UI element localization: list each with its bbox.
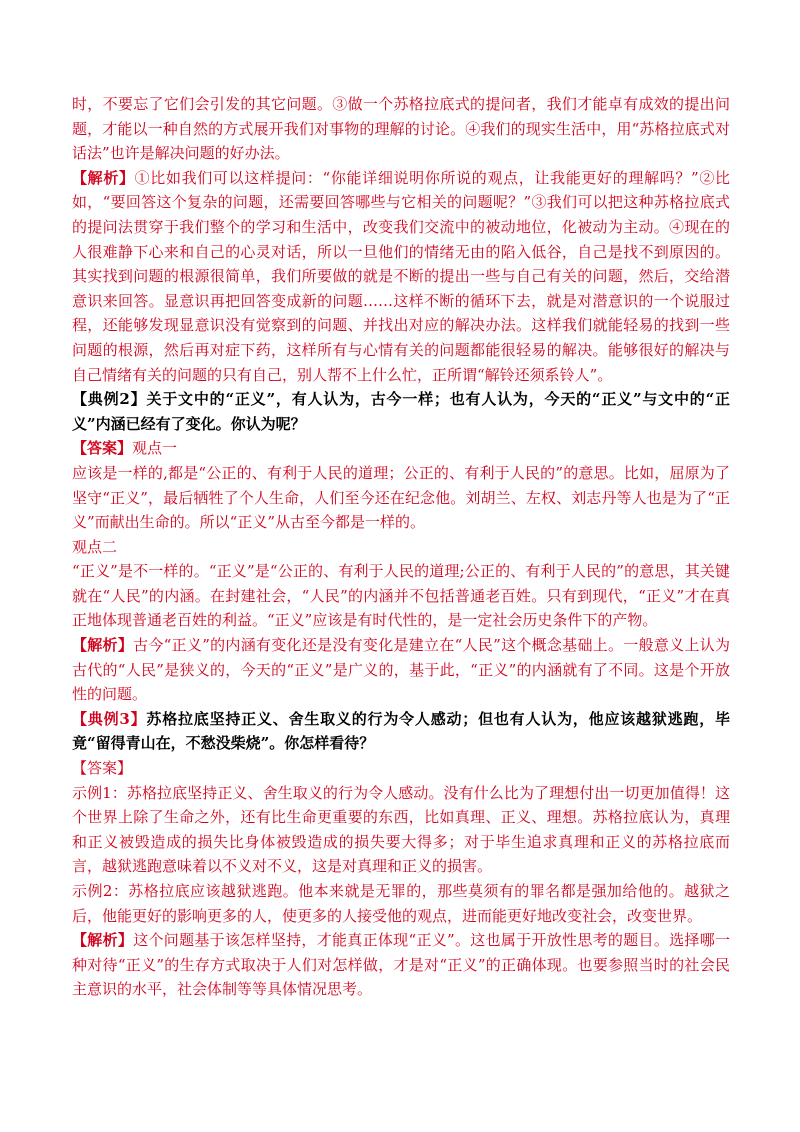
viewpoint-two-label: 观点二	[72, 537, 118, 556]
analysis-tag: 【解析】	[72, 168, 135, 187]
answer-tag: 【答案】	[72, 439, 133, 458]
viewpoint-two-text: “正义”是不一样的。“正义”是“公正的、有利于人民的道理;公正的、有利于人民的”的意思，其关键就在“人民”的内涵。在封建社会，“人民”的内涵并不包括普通老百姓。只有到现代，“正义”才在真正地体现普通老百姓的利益。“正义”应该是有时代性的，是一定社会历史条件下的产物。	[72, 562, 730, 630]
example-2-question	[72, 387, 730, 436]
document-body	[72, 92, 730, 1002]
answer-3-heading: 【答案】	[72, 759, 133, 778]
analysis-3	[72, 928, 730, 1002]
example-answer-1: 示例1：苏格拉底坚持正义、舍生取义的行为令人感动。没有什么比为了理想付出一切更加值得！这个世界上除了生命之外，还有比生命更重要的东西，比如真理、正义、理想。苏格拉底认为，真理和正义被毁造成的损失比身体被毁造成的损失要大得多；对于毕生追求真理和正义的苏格拉底而言，越狱逃跑意味着以不义对不义，这是对真理和正义的损害。	[72, 783, 730, 876]
analysis-tag: 【解析】	[72, 636, 134, 655]
analysis-2	[72, 633, 730, 707]
analysis-tag: 【解析】	[72, 931, 134, 950]
viewpoint-one-text: 应该是一样的,都是“公正的、有利于人民的道理；公正的、有利于人民的”的意思。比如，屈原为了坚守“正义”，最后牺牲了个人生命，人们至今还在纪念他。刘胡兰、左权、刘志丹等人也是为了“正义”而献出生命的。所以“正义”从古至今都是一样的。	[72, 463, 730, 532]
analysis-text: ①比如我们可以这样提问：“你能详细说明你所说的观点，让我能更好的理解吗？”②比如，“要回答这个复杂的问题，还需要回答哪些与它相关的问题呢？”③我们可以把这种苏格拉底式的提问法贯穿于我们整个的学习和生活中，改变我们交流中的被动地位，化被动为主动。④现在的人很难静下心来和自己的心灵对话，所以一旦他们的情绪无由的陷入低谷，自己是找不到原因的。其实找到问题的根源很简单，我们所要做的就是不断的提出一些与自己有关的问题，然后，交给潜意识来回答。显意识再把回答变成新的问题……这样不断的循环下去，就是对潜意识的一个说服过程，还能够发现显意识没有觉察到的问题、并找出对应的解决办法。这样我们就能轻易的找到一些问题的根源，然后再对症下药，这样所有与心情有关的问题都能很轻易的解决。能够很好的解决与自己情绪有关的问题的只有自己，别人帮不上什么忙，正所谓“解铃还须系铃人”。	[72, 168, 730, 384]
question-text: 关于文中的“正义”，有人认为，古今一样；也有人认为，今天的“正义”与文中的“正义”内涵已经有了变化。你认为呢？	[72, 390, 731, 433]
example-tag: 【典例3】	[72, 709, 147, 728]
viewpoint-one-label: 观点一	[132, 439, 178, 458]
paragraph-intro: 时，不要忘了它们会引发的其它问题。③做一个苏格拉底式的提问者，我们才能卓有成效的提出问题，才能以一种自然的方式展开我们对事物的理解的讨论。④我们的现实生活中，用“苏格拉底式对话法”也许是解决问题的好办法。	[72, 95, 730, 163]
analysis-text: 古今“正义”的内涵有变化还是没有变化是建立在“人民”这个概念基础上。一般意义上认为古代的“人民”是狭义的，今天的“正义”是广义的，基于此，“正义”的内涵就有了不同。这是个开放性的问题。	[72, 636, 730, 704]
answer-2-heading	[72, 436, 730, 461]
example-tag: 【典例2】	[72, 390, 147, 409]
example-answer-2: 示例2：苏格拉底应该越狱逃跑。他本来就是无罪的，那些莫须有的罪名都是强加给他的。越狱之后，他能更好的影响更多的人，使更多的人接受他的观点，进而能更好地改变社会，改变世界。	[72, 882, 730, 925]
analysis-text: 这个问题基于该怎样坚持，才能真正体现“正义”。这也属于开放性思考的题目。选择哪一种对待“正义”的生存方式取决于人们对怎样做，才是对“正义”的正确体现。也要参照当时的社会民主意识的水平，社会体制等等具体情况思考。	[72, 931, 730, 999]
analysis-1	[72, 166, 730, 387]
question-text: 苏格拉底坚持正义、舍生取义的行为令人感动；但也有人认为，他应该越狱逃跑，毕竟“留得青山在，不愁没柴烧”。你怎样看待？	[72, 709, 731, 753]
example-3-question	[72, 707, 730, 756]
